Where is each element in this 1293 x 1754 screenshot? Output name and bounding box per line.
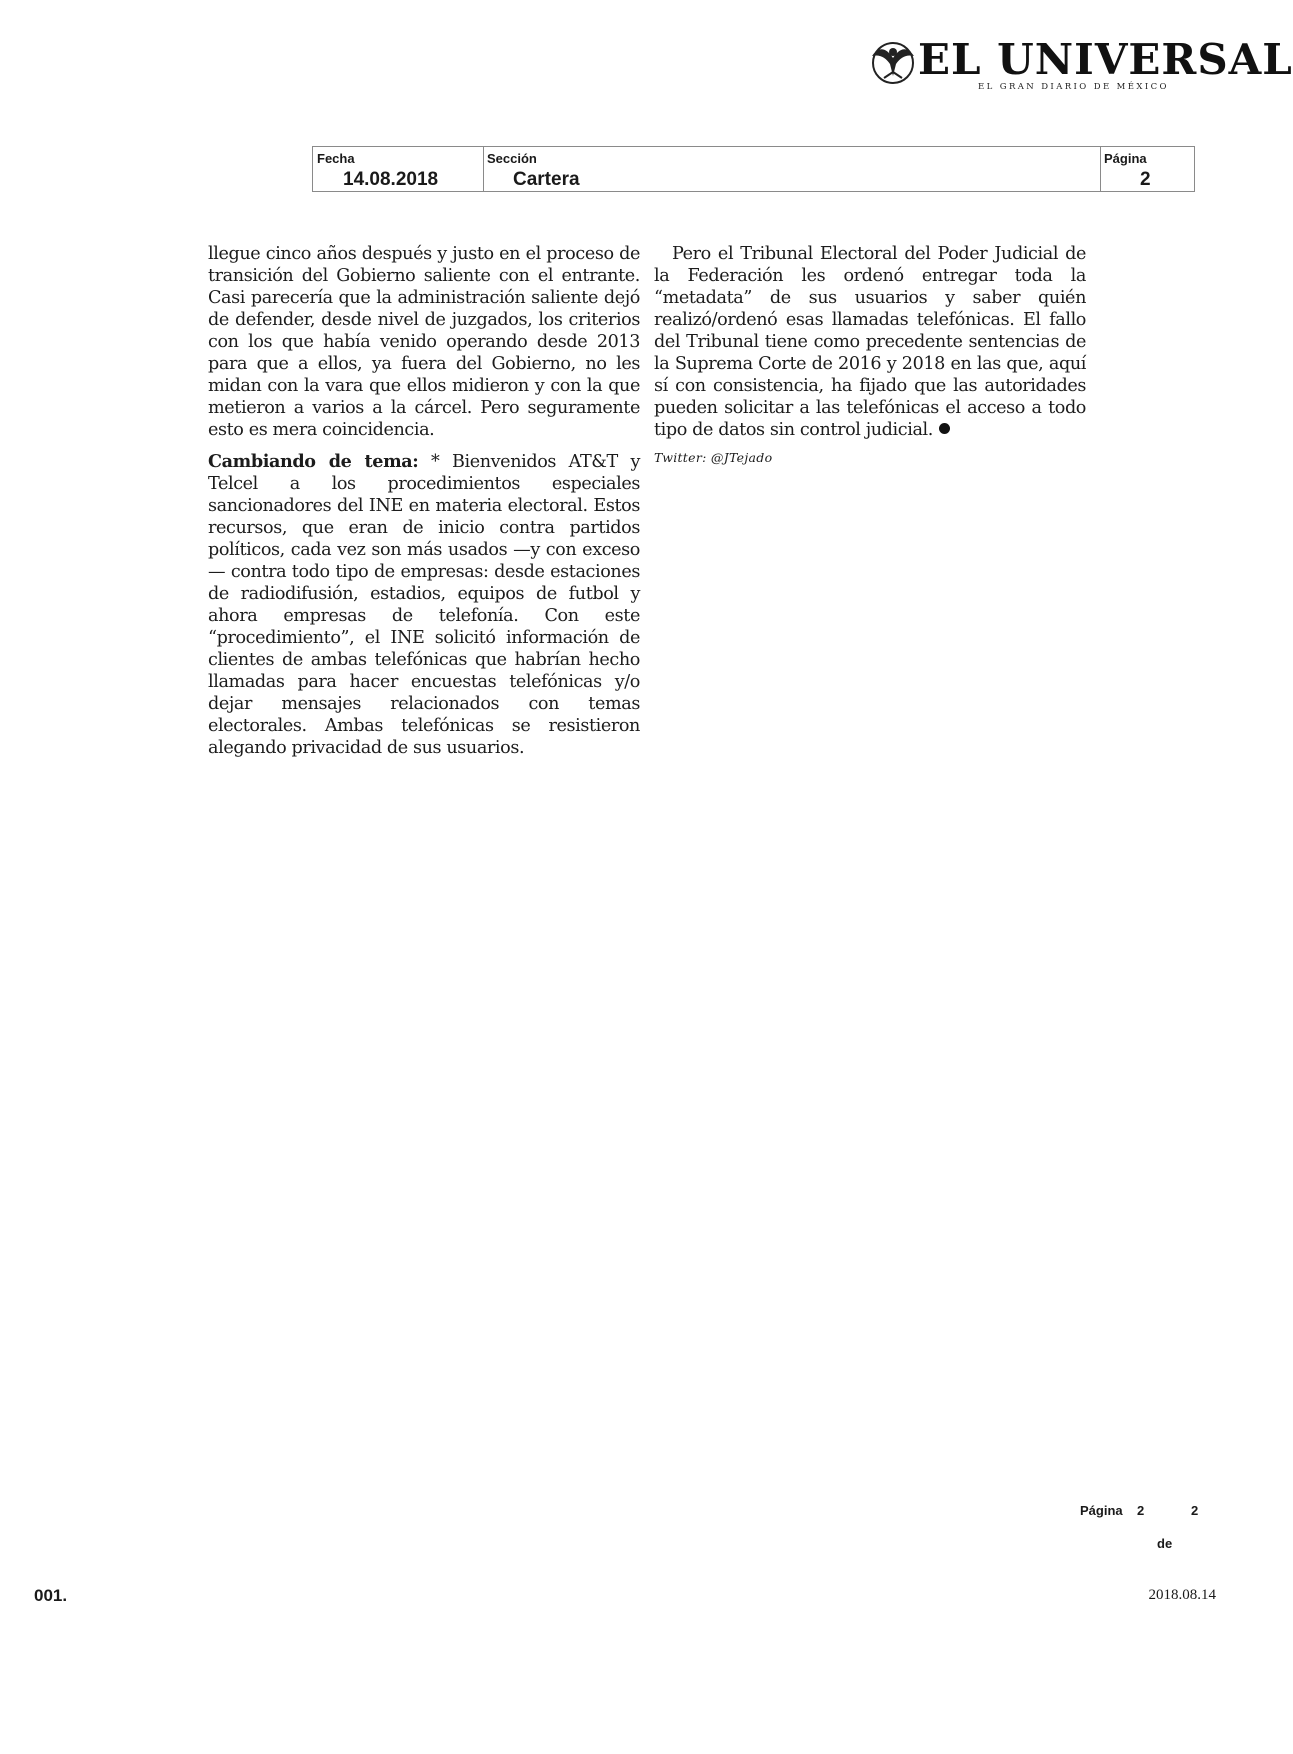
document-date: 2018.08.14 [1148, 1587, 1216, 1603]
article-paragraph-3 [654, 243, 1086, 441]
end-of-article-mark-icon [939, 423, 950, 434]
page-counter-of: de [1157, 1536, 1173, 1551]
article-paragraph-1: llegue cinco años después y justo en el proceso de transición del Gobierno saliente con el entrante. Casi parecería que la administración saliente dejó de defender, desde nivel de juzgados, los criterios con los que había venido operando desde 2013 para que a ellos, ya fuera del Gobierno, no les midan con la vara que ellos midieron y con la que metieron a varios a la cárcel. Pero seguramente esto es mera coincidencia. [208, 244, 640, 440]
newspaper-tagline: EL GRAN DIARIO DE MÉXICO [978, 82, 1169, 92]
pagina-label: Página [1104, 151, 1147, 166]
fecha-value: 14.08.2018 [343, 169, 439, 190]
article-column-right [654, 243, 1086, 469]
paragraph-lead-label: Cambiando de tema: [208, 451, 419, 472]
newspaper-title: EL UNIVERSAL [918, 35, 1293, 84]
fecha-label: Fecha [317, 151, 355, 166]
masthead [866, 35, 1293, 96]
clipping-info-table [312, 146, 1195, 192]
article-column-left [208, 243, 640, 759]
eagle-emblem-icon [866, 36, 920, 88]
article-paragraph-3-text: Pero el Tribunal Electoral del Poder Judicial de la Federación les ordenó entregar toda la “metadata” de sus usuarios y saber quién realizó/ordenó esas llamadas telefónicas. El fallo del Tribunal tiene como precedente sentencias de la Suprema Corte de 2016 y 2018 en las que, aquí sí con consistencia, ha fijado que las autoridades pueden solicitar a las telefónicas el acceso a todo tipo de datos sin control judicial. [654, 244, 1086, 440]
page-counter-label: Página [1080, 1503, 1123, 1518]
document-code: 001. [34, 1586, 68, 1605]
page-counter-current: 2 [1137, 1503, 1145, 1518]
pagina-value: 2 [1140, 169, 1151, 190]
seccion-value: Cartera [513, 169, 580, 190]
fecha-cell [313, 147, 484, 191]
article-paragraph-2a [208, 451, 640, 759]
page-counter-total: 2 [1191, 1503, 1199, 1518]
seccion-cell [483, 147, 1101, 191]
article-paragraph-2-text: * Bienvenidos AT&T y Telcel a los procedimientos especiales sancionadores del INE en materia electoral. Estos recursos, que eran de inicio contra partidos políticos, cada vez son más usados —y con exceso— contra todo tipo de empresas: desde estaciones de radiodifusión, estadios, equipos de futbol y ahora empresas de telefonía. Con este “procedimiento”, el INE solicitó información de clientes de ambas telefónicas que habrían hecho llamadas para hacer encuestas telefónicas y/o dejar mensajes relacionados con temas electorales. Ambas telefónicas se resistieron alegando privacidad de sus usuarios. [208, 452, 641, 758]
pagina-cell [1100, 147, 1195, 191]
seccion-label: Sección [487, 151, 537, 166]
author-byline: Twitter: @JTejado [654, 450, 773, 465]
